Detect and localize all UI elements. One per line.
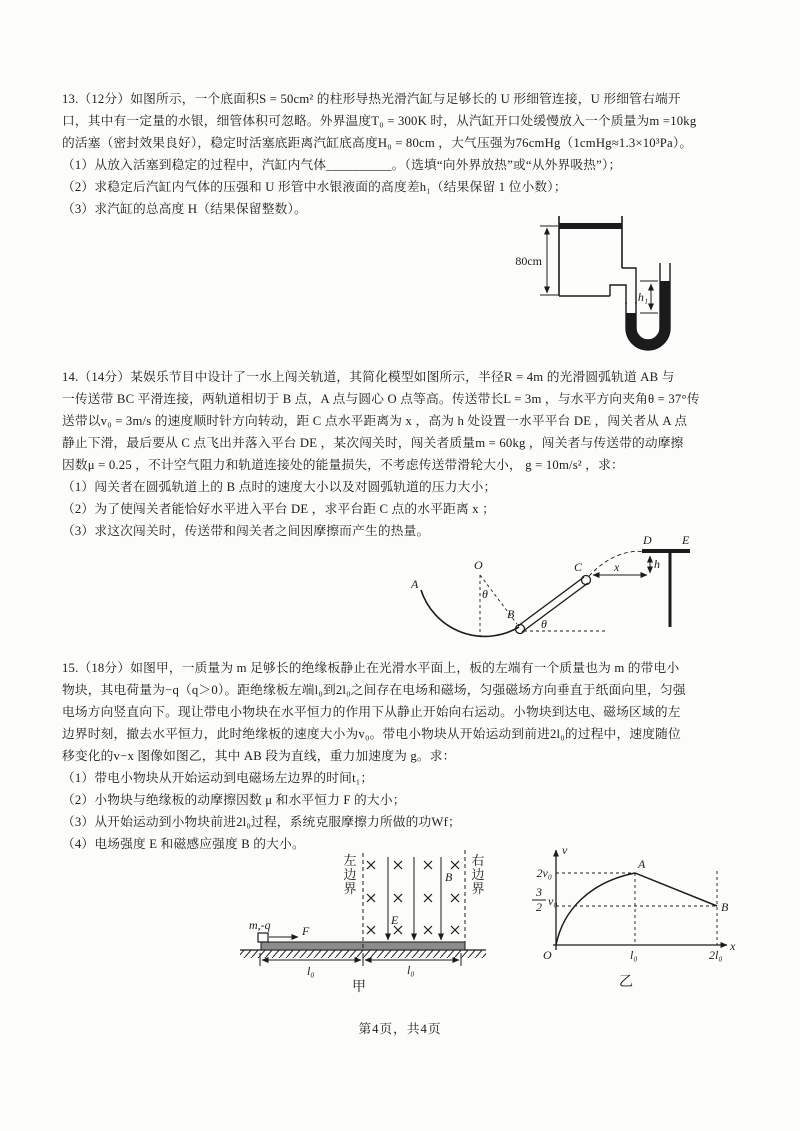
problem-15-question-2: （2）小物块与绝缘板的动摩擦因数 μ 和水平恒力 F 的大小； <box>62 793 406 807</box>
point-E-label: E <box>682 533 690 547</box>
problem-13-line: 的活塞（密封效果良好），稳定时活塞底距离汽缸底高度H₀ = 80cm ，大气压强为76cmHg（1cmHg≈1.3×10³Pa）。 <box>62 136 693 150</box>
tick-2v0: 2v₀ <box>536 866 552 880</box>
problem-15 <box>62 657 762 855</box>
b-field-label: B <box>445 870 453 884</box>
problem-14-line: 因数μ = 0.25 ，不计空气阻力和轨道连接处的能量损失，不考虑传送带滑轮大小， g = 10m/s² ，求： <box>62 458 624 472</box>
theta-at-B-label: θ <box>541 617 547 631</box>
left-boundary-label: 左 <box>343 853 357 868</box>
figure-yi-caption: 乙 <box>619 975 633 990</box>
frac-numerator: 3 <box>536 885 542 899</box>
point-B-label: B <box>721 900 729 914</box>
problem-13-question-3: （3）求汽缸的总高度 H（结果保留整数）。 <box>62 202 307 216</box>
page-number-footer: 第4页，共4页 <box>358 1022 442 1036</box>
l0-right-label: l₀ <box>407 963 415 977</box>
frac-v0: v₀ <box>548 894 558 908</box>
point-B-label: B <box>507 607 515 621</box>
arc-track <box>421 590 519 636</box>
frac-denominator: 2 <box>536 900 542 914</box>
problem-14 <box>62 366 762 542</box>
e-field-label: E <box>391 913 399 927</box>
belt-upper-line <box>518 577 584 626</box>
point-O-label: O <box>474 558 483 572</box>
right-boundary-label: 右 <box>471 853 485 868</box>
problem-13 <box>62 88 762 220</box>
problem-15-line: 15.（18分）如图甲，一质量为 m 足够长的绝缘板静止在光滑水平面上，板的左端有一个质量也为 m 的带电小 <box>62 661 680 675</box>
v-axis-label: v <box>562 843 568 857</box>
problem-13-line: 13.（12分）如图所示，一个底面积S = 50cm² 的柱形导热光滑汽缸与足够长的 U 形细管连接，U 形细管右端开 <box>62 92 681 106</box>
platform-DE <box>642 549 690 553</box>
problem-13-question-1: （1）从放入活塞到稳定的过程中，汽缸内气体__________。（选填“向外界放热”或“从外界吸热”）； <box>62 158 622 172</box>
problem-15-line: 物块，其电荷量为−q（q＞0）。距绝缘板左端l₀到2l₀之间存在电场和磁场，匀强磁场方向垂直于纸面向里，匀强 <box>62 683 686 697</box>
height-80cm-label: 80cm <box>515 254 542 268</box>
problem-15-question-1: （1）带电小物块从开始运动到电磁场左边界的时间t₁； <box>62 771 374 785</box>
problem-13-line: 口，其中有一定量的水银，细管体积可忽略。外界温度T₀ = 300K 时，从汽缸开口处缓慢放入一个质量为m =10kg <box>62 114 697 128</box>
problem-14-line: 静止下滑，最后要从 C 点飞出并落入平台 DE ，某次闯关时，闯关者质量m = 60kg ，闯关者与传送带的动摩擦 <box>62 436 684 450</box>
problem-14-line: 送带以v₀ = 3m/s 的速度顺时针方向转动，距 C 点水平距离为 x ，高为 h 处设置一水平平台 DE ，闯关者从 A 点 <box>62 414 688 428</box>
point-C-label: C <box>574 560 583 574</box>
figure-15-jia-field-region <box>238 845 498 997</box>
problem-14-line: 一传送带 BC 平滑连接，两轨道相切于 B 点，A 点与圆心 O 点等高。传送带长L = 3m ，与水平方向夹角θ = 37°传 <box>62 392 700 406</box>
origin-label: O <box>543 948 552 962</box>
tick-2l0: 2l₀ <box>709 948 723 962</box>
vx-curve <box>556 873 717 945</box>
block-charge-label: m,-q <box>249 918 271 932</box>
figure-13-cylinder-utube <box>502 206 717 364</box>
figure-15-yi-vx-graph <box>515 840 740 995</box>
problem-14-line: 14.（14分）某娱乐节目中设计了一水上闯关轨道，其简化模型如图所示，半径R = 4m 的光滑圆弧轨道 AB 与 <box>62 370 675 384</box>
figure-jia-caption: 甲 <box>352 980 366 995</box>
connecting-pipe-outer <box>610 285 626 304</box>
tick-l0: l₀ <box>630 948 638 962</box>
problem-13-question-2: （2）求稳定后汽缸内气体的压强和 U 形管中水银液面的高度差h₁（结果保留 1 位小数）； <box>62 180 567 194</box>
point-A-label: A <box>411 577 419 591</box>
point-A-label: A <box>638 857 646 871</box>
right-boundary-label: 边 <box>471 867 485 882</box>
piston <box>559 223 622 229</box>
problem-15-line: 移变化的v−x 图像如图乙，其中 AB 段为直线，重力加速度为 g。求： <box>62 749 456 763</box>
h1-label: h₁ <box>637 290 648 304</box>
problem-15-question-3: （3）从开始运动到小物块前进2l₀过程，系统克服摩擦力所做的功Wf； <box>62 815 461 829</box>
problem-14-question-3: （3）求这次闯关时，传送带和闯关者之间因摩擦而产生的热量。 <box>62 524 430 538</box>
left-boundary-label: 边 <box>343 867 357 882</box>
point-D-label: D <box>643 533 652 547</box>
right-boundary-label: 界 <box>471 881 485 896</box>
charged-block <box>258 933 268 942</box>
pulley-C <box>582 576 591 585</box>
problem-14-question-1: （1）闯关者在圆弧轨道上的 B 点时的速度大小以及对圆弧轨道的压力大小； <box>62 480 497 494</box>
problem-15-question-4: （4）电场强度 E 和磁感应强度 B 的大小。 <box>62 837 305 851</box>
problem-15-line: 电场方向竖直向下。现让带电小物块在水平恒力的作用下从静止开始向右运动。小物块到达电、磁场区域的左 <box>62 705 681 719</box>
figure-14-track <box>393 530 703 652</box>
theta-at-O-label: θ <box>482 587 488 601</box>
problem-14-question-2: （2）为了使闯关者能恰好水平进入平台 DE ，求平台距 C 点的水平距离 x ； <box>62 502 496 516</box>
belt-lower-line <box>522 583 588 632</box>
left-boundary-label: 界 <box>343 881 357 896</box>
force-F-label: F <box>302 924 310 938</box>
h-label: h <box>654 557 660 571</box>
problem-15-line: 边界时刻，撤去水平恒力，此时绝缘板的速度大小为v₀。带电小物块从开始运动到前进2l₀的过程中，速度随位 <box>62 727 681 741</box>
x-axis-label: x <box>730 939 736 953</box>
connecting-pipe-inner <box>622 268 636 304</box>
l0-left-label: l₀ <box>307 964 315 978</box>
x-label: x <box>614 560 620 574</box>
